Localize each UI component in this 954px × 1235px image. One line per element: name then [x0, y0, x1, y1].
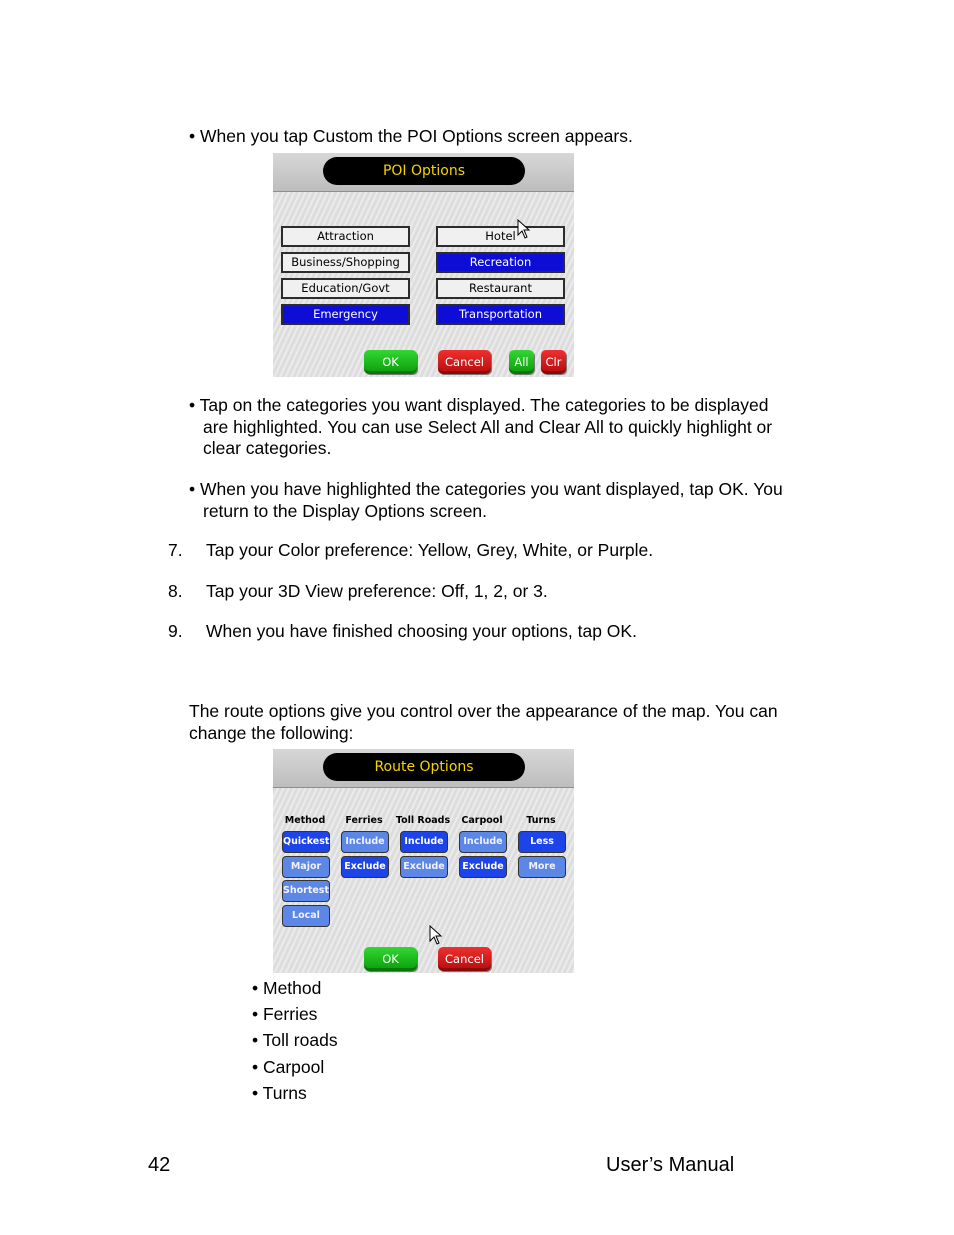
poi-category-transportation[interactable]: Transportation	[436, 304, 565, 325]
step-9-text: When you have finished choosing your options, tap OK.	[206, 621, 637, 641]
route-list-item: • Carpool	[252, 1057, 325, 1077]
route-list-item: • Method	[252, 978, 322, 998]
poi-intro-text: • When you tap Custom the POI Options screen appears.	[189, 126, 633, 146]
route-col-method-header: Method	[284, 815, 326, 826]
method-local-button[interactable]: Local	[282, 905, 330, 927]
step-9-number: 9.	[168, 621, 183, 641]
route-col-tollroads-header: Toll Roads	[395, 815, 451, 826]
step-8-number: 8.	[168, 581, 183, 601]
method-shortest-button[interactable]: Shortest	[282, 880, 330, 902]
ok-line-2: return to the Display Options screen.	[203, 500, 488, 521]
poi-category-hotel[interactable]: Hotel	[436, 226, 565, 247]
poi-clear-all-button[interactable]: Clr	[541, 350, 566, 374]
tollroads-include-button[interactable]: Include	[400, 831, 448, 853]
ok-line-1: • When you have highlighted the categories you want displayed, tap OK. You	[189, 479, 783, 499]
route-list-item: • Turns	[252, 1083, 307, 1103]
poi-category-recreation[interactable]: Recreation	[436, 252, 565, 273]
mouse-pointer-icon	[517, 219, 531, 239]
route-options-paragraph	[189, 701, 829, 744]
step-7-text: Tap your Color preference: Yellow, Grey, White, or Purple.	[206, 540, 654, 560]
poi-cancel-button[interactable]: Cancel	[438, 350, 491, 374]
tap-line-1: • Tap on the categories you want displayed. The categories to be displayed	[189, 395, 769, 415]
tap-categories-paragraph	[189, 395, 829, 460]
manual-title: User’s Manual	[606, 1154, 735, 1176]
route-screen-header	[273, 749, 574, 788]
ferries-include-button[interactable]: Include	[341, 831, 389, 853]
poi-category-education-govt[interactable]: Education/Govt	[281, 278, 410, 299]
route-col-turns-header: Turns	[526, 815, 556, 826]
route-options-screenshot	[273, 749, 574, 973]
turns-more-button[interactable]: More	[518, 856, 566, 878]
route-line-2: change the following:	[189, 722, 354, 743]
route-list-item: • Toll roads	[252, 1030, 338, 1050]
route-list-item: • Ferries	[252, 1004, 318, 1024]
route-line-1: The route options give you control over the appearance of the map. You can	[189, 701, 778, 721]
poi-options-screenshot	[273, 153, 574, 377]
route-col-ferries-header: Ferries	[345, 815, 383, 826]
poi-category-business-shopping[interactable]: Business/Shopping	[281, 252, 410, 273]
method-quickest-button[interactable]: Quickest	[282, 831, 330, 853]
poi-ok-button[interactable]: OK	[364, 350, 417, 374]
highlighted-ok-paragraph	[189, 479, 829, 522]
mouse-pointer-icon	[429, 925, 443, 945]
step-8-text: Tap your 3D View preference: Off, 1, 2, or 3.	[206, 581, 548, 601]
poi-screen-title: POI Options	[323, 157, 525, 185]
step-7-number: 7.	[168, 540, 183, 560]
turns-less-button[interactable]: Less	[518, 831, 566, 853]
tollroads-exclude-button[interactable]: Exclude	[400, 856, 448, 878]
method-major-button[interactable]: Major	[282, 856, 330, 878]
poi-category-restaurant[interactable]: Restaurant	[436, 278, 565, 299]
poi-select-all-button[interactable]: All	[509, 350, 534, 374]
poi-category-attraction[interactable]: Attraction	[281, 226, 410, 247]
ferries-exclude-button[interactable]: Exclude	[341, 856, 389, 878]
route-cancel-button[interactable]: Cancel	[438, 947, 491, 971]
carpool-exclude-button[interactable]: Exclude	[459, 856, 507, 878]
route-col-carpool-header: Carpool	[461, 815, 503, 826]
poi-screen-header	[273, 153, 574, 192]
tap-line-2: are highlighted. You can use Select All and Clear All to quickly highlight or	[203, 416, 773, 437]
carpool-include-button[interactable]: Include	[459, 831, 507, 853]
poi-category-emergency[interactable]: Emergency	[281, 304, 410, 325]
route-screen-title: Route Options	[323, 753, 525, 781]
route-ok-button[interactable]: OK	[364, 947, 417, 971]
tap-line-3: clear categories.	[203, 438, 332, 458]
page-number: 42	[148, 1154, 171, 1176]
